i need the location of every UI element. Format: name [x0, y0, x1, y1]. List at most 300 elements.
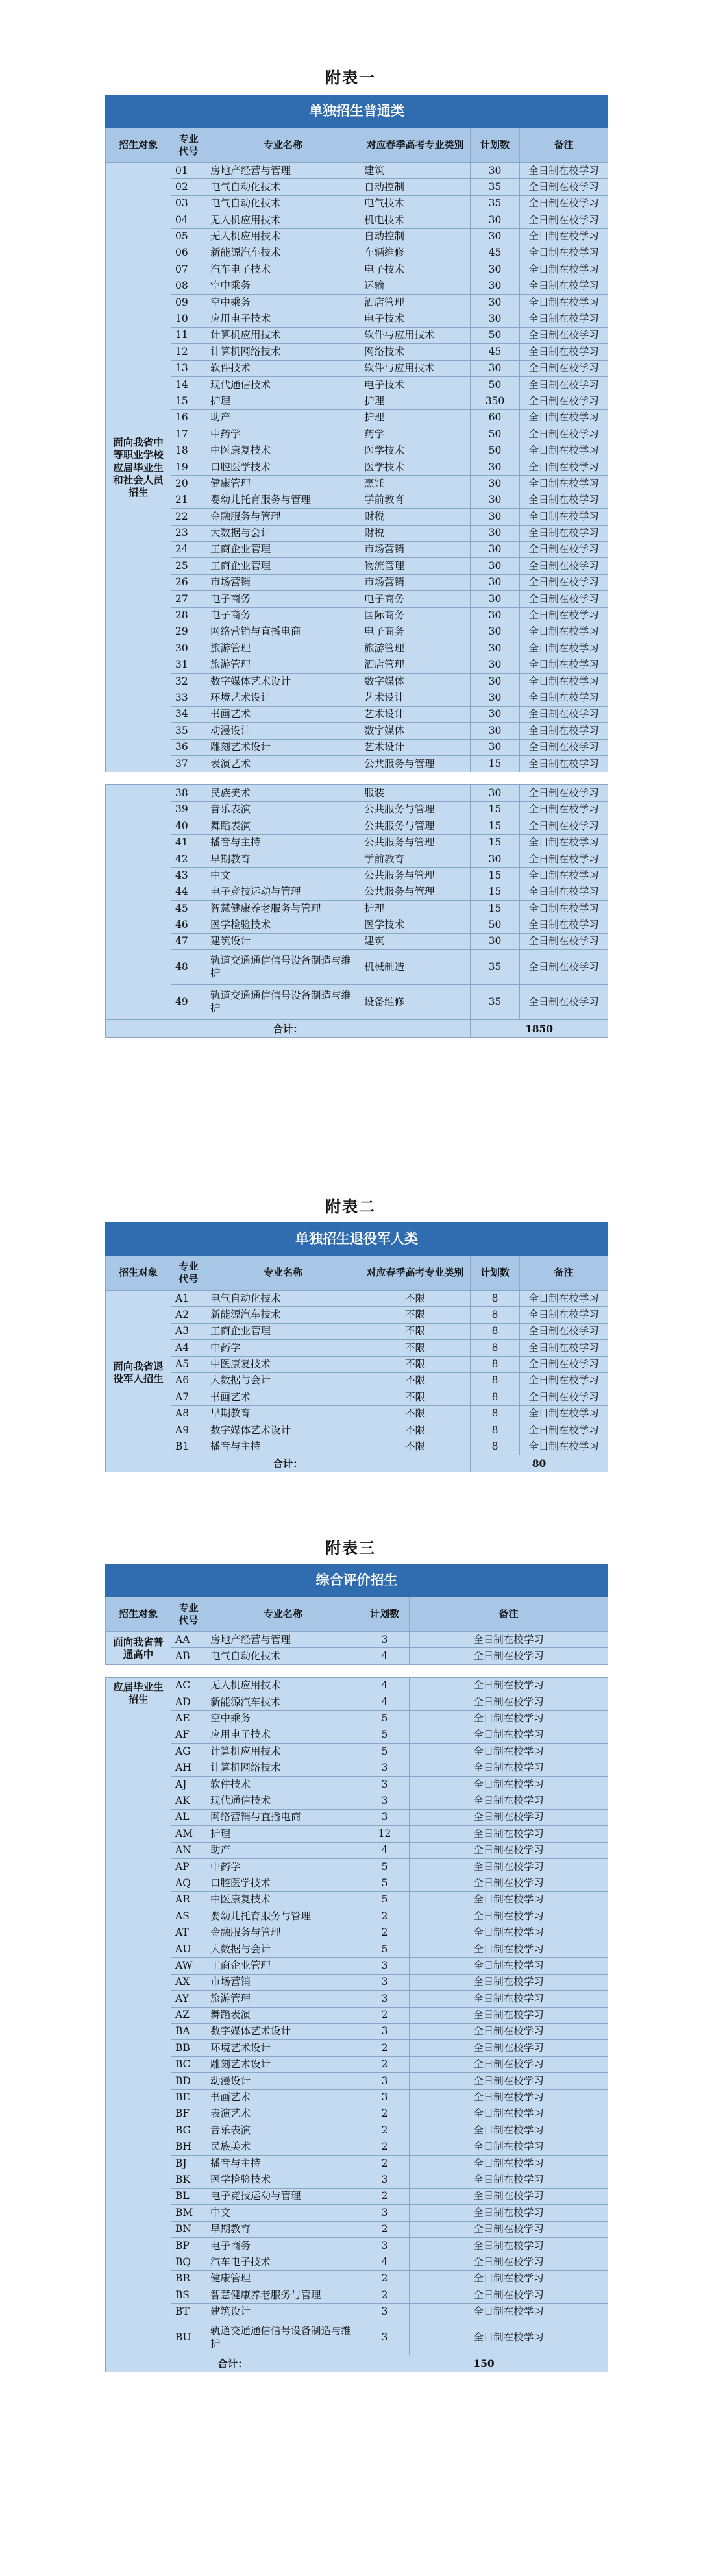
- table1-caption: 附表一: [325, 68, 376, 87]
- table-row: [106, 690, 608, 706]
- table-row: [106, 525, 608, 541]
- exam-category: 市场营销: [360, 541, 471, 557]
- major-code: 26: [171, 574, 206, 590]
- major-name: 智慧健康养老服务与管理: [206, 901, 360, 917]
- note: 全日制在校学习: [410, 1727, 608, 1743]
- table-row: [106, 1405, 608, 1422]
- plan-count: 15: [471, 756, 520, 772]
- plan-count: 2: [360, 2287, 410, 2303]
- note: 全日制在校学习: [520, 459, 608, 476]
- major-name: 雕刻艺术设计: [206, 739, 360, 755]
- major-code: 03: [171, 195, 206, 212]
- major-code: BG: [171, 2122, 206, 2139]
- table-row: [106, 756, 608, 772]
- major-name: 舞蹈表演: [206, 2007, 360, 2023]
- note: 全日制在校学习: [410, 1760, 608, 1776]
- major-name: 环境艺术设计: [206, 2040, 360, 2056]
- table-row: [106, 509, 608, 525]
- major-name: 工商企业管理: [206, 558, 360, 574]
- major-code: BF: [171, 2106, 206, 2122]
- exam-category: 机电技术: [360, 212, 471, 228]
- note: 全日制在校学习: [410, 1694, 608, 1710]
- table-row: [106, 1941, 608, 1958]
- column-header-plan: 计划数: [360, 1597, 410, 1632]
- plan-count: 2: [360, 2106, 410, 2122]
- exam-category: 不限: [360, 1356, 471, 1372]
- page-break-gap: [106, 772, 608, 785]
- plan-count: 50: [471, 443, 520, 459]
- major-code: AQ: [171, 1875, 206, 1891]
- column-header-note: 备注: [410, 1597, 608, 1632]
- major-code: 28: [171, 607, 206, 624]
- plan-count: 2: [360, 2270, 410, 2287]
- table-row: [106, 591, 608, 607]
- note: 全日制在校学习: [520, 901, 608, 917]
- total-row: [106, 2355, 608, 2372]
- major-name: 旅游管理: [206, 640, 360, 657]
- major-code: BJ: [171, 2156, 206, 2172]
- major-code: 48: [171, 950, 206, 985]
- column-header-target: 招生对象: [106, 1597, 171, 1632]
- plan-count: 30: [471, 459, 520, 476]
- table-row: [106, 1694, 608, 1710]
- major-code: 33: [171, 690, 206, 706]
- column-header-category: 对应春季高考专业类别: [360, 128, 471, 163]
- major-name: 早期教育: [206, 1405, 360, 1422]
- major-name: 医学检验技术: [206, 917, 360, 933]
- table-row: [106, 179, 608, 195]
- note: 全日制在校学习: [410, 1632, 608, 1648]
- major-name: 舞蹈表演: [206, 818, 360, 834]
- table-row: [106, 2106, 608, 2122]
- exam-category: 电子商务: [360, 624, 471, 640]
- table-row: [106, 558, 608, 574]
- plan-count: 30: [471, 851, 520, 868]
- plan-count: 30: [471, 607, 520, 624]
- exam-category: 不限: [360, 1291, 471, 1307]
- note: 全日制在校学习: [520, 558, 608, 574]
- note: 全日制在校学习: [520, 360, 608, 376]
- plan-count: 30: [471, 476, 520, 492]
- column-header-category: 对应春季高考专业类别: [360, 1256, 471, 1291]
- table-header-row: [106, 1597, 608, 1632]
- major-name: 电子商务: [206, 607, 360, 624]
- note: 全日制在校学习: [410, 1875, 608, 1891]
- note: 全日制在校学习: [410, 2221, 608, 2237]
- table-title: 单独招生普通类: [106, 95, 608, 128]
- table-row: [106, 2254, 608, 2270]
- plan-count: 15: [471, 818, 520, 834]
- table-row: [106, 2007, 608, 2023]
- table-row: [106, 884, 608, 900]
- note: 全日制在校学习: [410, 2156, 608, 2172]
- table-title-row: [106, 1564, 608, 1597]
- major-name: 新能源汽车技术: [206, 245, 360, 261]
- table-row: [106, 2156, 608, 2172]
- table-row: [106, 657, 608, 673]
- major-name: 播音与主持: [206, 2156, 360, 2172]
- major-name: 大数据与会计: [206, 525, 360, 541]
- major-name: 金融服务与管理: [206, 509, 360, 525]
- note: 全日制在校学习: [520, 950, 608, 985]
- major-code: 09: [171, 295, 206, 311]
- exam-category: 不限: [360, 1405, 471, 1422]
- plan-count: 30: [471, 690, 520, 706]
- note: 全日制在校学习: [520, 163, 608, 179]
- plan-count: 3: [360, 1958, 410, 1974]
- exam-category: 自动控制: [360, 228, 471, 245]
- plan-count: 30: [471, 739, 520, 755]
- plan-count: 30: [471, 163, 520, 179]
- major-code: 07: [171, 261, 206, 278]
- table-row: [106, 785, 608, 801]
- note: 全日制在校学习: [520, 525, 608, 541]
- major-name: 医学检验技术: [206, 2172, 360, 2188]
- plan-count: 4: [360, 1842, 410, 1858]
- note: 全日制在校学习: [520, 344, 608, 360]
- column-header-target: 招生对象: [106, 1256, 171, 1291]
- major-code: 43: [171, 868, 206, 884]
- major-name: 助产: [206, 409, 360, 426]
- exam-category: 公共服务与管理: [360, 884, 471, 900]
- table-row: [106, 1323, 608, 1339]
- column-header-code: 专业代号: [171, 1597, 206, 1632]
- major-name: 婴幼儿托育服务与管理: [206, 492, 360, 508]
- table-row: [106, 818, 608, 834]
- major-name: 数字媒体艺术设计: [206, 2023, 360, 2039]
- exam-category: 不限: [360, 1422, 471, 1439]
- table-row: [106, 195, 608, 212]
- plan-count: 50: [471, 917, 520, 933]
- table-row: [106, 917, 608, 933]
- major-name: 中医康复技术: [206, 1356, 360, 1372]
- column-header-plan: 计划数: [471, 128, 520, 163]
- note: 全日制在校学习: [520, 1291, 608, 1307]
- note: 全日制在校学习: [410, 2139, 608, 2155]
- table-row: [106, 311, 608, 327]
- note: 全日制在校学习: [520, 1323, 608, 1339]
- table-row: [106, 706, 608, 722]
- total-label: 合计：: [106, 1020, 471, 1038]
- table-row: [106, 985, 608, 1020]
- major-code: 47: [171, 933, 206, 949]
- column-header-code: 专业代号: [171, 128, 206, 163]
- table-row: [106, 344, 608, 360]
- total-row: [106, 1455, 608, 1472]
- major-code: 27: [171, 591, 206, 607]
- note: 全日制在校学习: [520, 179, 608, 195]
- table-header-row: [106, 128, 608, 163]
- table-row: [106, 1372, 608, 1389]
- major-code: AP: [171, 1859, 206, 1875]
- major-code: A2: [171, 1307, 206, 1323]
- plan-count: 8: [471, 1439, 520, 1455]
- note: 全日制在校学习: [520, 509, 608, 525]
- major-name: 表演艺术: [206, 756, 360, 772]
- target-group-continued: [106, 785, 171, 1020]
- table-row: [106, 950, 608, 985]
- major-code: 45: [171, 901, 206, 917]
- plan-count: 3: [360, 1991, 410, 2007]
- plan-count: 5: [360, 1859, 410, 1875]
- major-name: 计算机网络技术: [206, 1760, 360, 1776]
- table-row: [106, 1793, 608, 1809]
- plan-count: 4: [360, 1694, 410, 1710]
- table-row: [106, 541, 608, 557]
- major-name: 数字媒体艺术设计: [206, 674, 360, 690]
- exam-category: 数字媒体: [360, 723, 471, 739]
- table-row: [106, 1925, 608, 1941]
- major-name: 轨道交通通信信号设备制造与维护: [206, 985, 360, 1020]
- major-name: 工商企业管理: [206, 1958, 360, 1974]
- table1: [105, 95, 608, 1038]
- exam-category: 公共服务与管理: [360, 834, 471, 851]
- exam-category: 学前教育: [360, 851, 471, 868]
- plan-count: 30: [471, 558, 520, 574]
- major-name: 电子竞技运动与管理: [206, 2188, 360, 2204]
- major-name: 中医康复技术: [206, 1891, 360, 1908]
- column-header-name: 专业名称: [206, 1256, 360, 1291]
- exam-category: 财税: [360, 525, 471, 541]
- column-header-note: 备注: [520, 128, 608, 163]
- major-name: 计算机网络技术: [206, 344, 360, 360]
- plan-count: 3: [360, 2205, 410, 2221]
- table-title-row: [106, 1223, 608, 1256]
- major-code: BU: [171, 2320, 206, 2355]
- major-name: 助产: [206, 1842, 360, 1858]
- major-name: 数字媒体艺术设计: [206, 1422, 360, 1439]
- major-name: 中医康复技术: [206, 443, 360, 459]
- column-header-name: 专业名称: [206, 1597, 360, 1632]
- major-code: AC: [171, 1677, 206, 1694]
- table-row: [106, 868, 608, 884]
- page-break-gap: [106, 1664, 608, 1677]
- major-code: 49: [171, 985, 206, 1020]
- note: 全日制在校学习: [520, 801, 608, 818]
- plan-count: 2: [360, 2056, 410, 2072]
- plan-count: 5: [360, 1744, 410, 1760]
- note: 全日制在校学习: [520, 443, 608, 459]
- note: 全日制在校学习: [520, 1405, 608, 1422]
- table-row: [106, 426, 608, 443]
- major-code: 10: [171, 311, 206, 327]
- major-code: A7: [171, 1389, 206, 1405]
- major-code: 44: [171, 884, 206, 900]
- plan-count: 50: [471, 327, 520, 343]
- major-name: 婴幼儿托育服务与管理: [206, 1908, 360, 1925]
- exam-category: 艺术设计: [360, 739, 471, 755]
- exam-category: 护理: [360, 393, 471, 409]
- major-name: 电子竞技运动与管理: [206, 884, 360, 900]
- major-name: 空中乘务: [206, 295, 360, 311]
- exam-category: 软件与应用技术: [360, 360, 471, 376]
- table-row: [106, 2073, 608, 2089]
- plan-count: 8: [471, 1422, 520, 1439]
- major-name: 电气自动化技术: [206, 1291, 360, 1307]
- plan-count: 35: [471, 950, 520, 985]
- major-code: BA: [171, 2023, 206, 2039]
- table-row: [106, 228, 608, 245]
- major-code: AN: [171, 1842, 206, 1858]
- major-name: 旅游管理: [206, 657, 360, 673]
- major-code: BD: [171, 2073, 206, 2089]
- major-code: A3: [171, 1323, 206, 1339]
- exam-category: 网络技术: [360, 344, 471, 360]
- note: 全日制在校学习: [520, 311, 608, 327]
- note: 全日制在校学习: [520, 195, 608, 212]
- note: 全日制在校学习: [520, 295, 608, 311]
- table3: [105, 1564, 608, 2372]
- major-name: 无人机应用技术: [206, 1677, 360, 1694]
- plan-count: 50: [471, 377, 520, 393]
- major-name: 中药学: [206, 1859, 360, 1875]
- note: 全日制在校学习: [520, 1372, 608, 1389]
- note: 全日制在校学习: [520, 591, 608, 607]
- table-row: [106, 801, 608, 818]
- major-name: 中药学: [206, 1340, 360, 1356]
- table-row: [106, 851, 608, 868]
- major-name: 大数据与会计: [206, 1372, 360, 1389]
- plan-count: 350: [471, 393, 520, 409]
- table-row: [106, 901, 608, 917]
- note: 全日制在校学习: [410, 1891, 608, 1908]
- major-code: AY: [171, 1991, 206, 2007]
- major-code: A9: [171, 1422, 206, 1439]
- exam-category: 电气技术: [360, 195, 471, 212]
- major-code: A8: [171, 1405, 206, 1422]
- major-code: BK: [171, 2172, 206, 2188]
- table-row: [106, 1891, 608, 1908]
- column-header-plan: 计划数: [471, 1256, 520, 1291]
- major-code: BQ: [171, 2254, 206, 2270]
- plan-count: 30: [471, 492, 520, 508]
- major-name: 动漫设计: [206, 723, 360, 739]
- major-name: 汽车电子技术: [206, 261, 360, 278]
- plan-count: 3: [360, 2073, 410, 2089]
- major-code: 13: [171, 360, 206, 376]
- note: 全日制在校学习: [520, 985, 608, 1020]
- note: 全日制在校学习: [520, 739, 608, 755]
- major-code: AX: [171, 1974, 206, 1990]
- plan-count: 30: [471, 657, 520, 673]
- table-row: [106, 1842, 608, 1858]
- plan-count: 30: [471, 360, 520, 376]
- table-row: [106, 1677, 608, 1694]
- major-code: 32: [171, 674, 206, 690]
- major-code: A4: [171, 1340, 206, 1356]
- plan-count: 5: [360, 1941, 410, 1958]
- major-code: 01: [171, 163, 206, 179]
- plan-count: 12: [360, 1826, 410, 1842]
- table-title-row: [106, 95, 608, 128]
- exam-category: 车辆维修: [360, 245, 471, 261]
- table-row: [106, 2139, 608, 2155]
- column-header-name: 专业名称: [206, 128, 360, 163]
- table-row: [106, 2122, 608, 2139]
- plan-count: 3: [360, 1974, 410, 1990]
- major-name: 环境艺术设计: [206, 690, 360, 706]
- major-name: 电气自动化技术: [206, 1648, 360, 1664]
- plan-count: 30: [471, 723, 520, 739]
- major-code: 12: [171, 344, 206, 360]
- major-name: 轨道交通通信信号设备制造与维护: [206, 950, 360, 985]
- major-code: AF: [171, 1727, 206, 1743]
- plan-count: 5: [360, 1727, 410, 1743]
- major-code: AL: [171, 1809, 206, 1825]
- major-code: BN: [171, 2221, 206, 2237]
- note: 全日制在校学习: [520, 245, 608, 261]
- table-row: [106, 360, 608, 376]
- plan-count: 30: [471, 212, 520, 228]
- note: 全日制在校学习: [410, 1777, 608, 1793]
- table-row: [106, 245, 608, 261]
- plan-count: 60: [471, 409, 520, 426]
- major-code: BL: [171, 2188, 206, 2204]
- major-code: 17: [171, 426, 206, 443]
- plan-count: 3: [360, 2238, 410, 2254]
- plan-count: 2: [360, 2156, 410, 2172]
- plan-count: 3: [360, 1777, 410, 1793]
- major-code: 22: [171, 509, 206, 525]
- major-code: 19: [171, 459, 206, 476]
- note: 全日制在校学习: [410, 1925, 608, 1941]
- total-label: 合计：: [106, 2355, 360, 2372]
- exam-category: 医学技术: [360, 459, 471, 476]
- table-row: [106, 295, 608, 311]
- table-row: [106, 443, 608, 459]
- exam-category: 公共服务与管理: [360, 818, 471, 834]
- major-code: 38: [171, 785, 206, 801]
- major-name: 中药学: [206, 426, 360, 443]
- exam-category: 数字媒体: [360, 674, 471, 690]
- major-name: 建筑设计: [206, 2303, 360, 2320]
- plan-count: 8: [471, 1307, 520, 1323]
- major-name: 汽车电子技术: [206, 2254, 360, 2270]
- plan-count: 30: [471, 640, 520, 657]
- note: 全日制在校学习: [410, 1677, 608, 1694]
- plan-count: 35: [471, 985, 520, 1020]
- major-code: A6: [171, 1372, 206, 1389]
- plan-count: 45: [471, 245, 520, 261]
- major-name: 播音与主持: [206, 1439, 360, 1455]
- major-code: 24: [171, 541, 206, 557]
- major-name: 房地产经营与管理: [206, 1632, 360, 1648]
- major-code: 16: [171, 409, 206, 426]
- plan-count: 8: [471, 1356, 520, 1372]
- major-name: 雕刻艺术设计: [206, 2056, 360, 2072]
- major-name: 早期教育: [206, 2221, 360, 2237]
- table-row: [106, 2320, 608, 2355]
- major-code: 21: [171, 492, 206, 508]
- major-code: 23: [171, 525, 206, 541]
- note: 全日制在校学习: [410, 2287, 608, 2303]
- major-code: AT: [171, 1925, 206, 1941]
- major-name: 现代通信技术: [206, 377, 360, 393]
- major-name: 无人机应用技术: [206, 228, 360, 245]
- target-group: 面向我省普通高中: [106, 1632, 171, 1665]
- exam-category: 物流管理: [360, 558, 471, 574]
- note: 全日制在校学习: [520, 492, 608, 508]
- plan-count: 8: [471, 1405, 520, 1422]
- note: 全日制在校学习: [520, 574, 608, 590]
- major-code: BT: [171, 2303, 206, 2320]
- plan-count: 8: [471, 1291, 520, 1307]
- exam-category: 不限: [360, 1307, 471, 1323]
- major-name: 旅游管理: [206, 1991, 360, 2007]
- table-row: [106, 1777, 608, 1793]
- exam-category: 公共服务与管理: [360, 801, 471, 818]
- exam-category: 不限: [360, 1323, 471, 1339]
